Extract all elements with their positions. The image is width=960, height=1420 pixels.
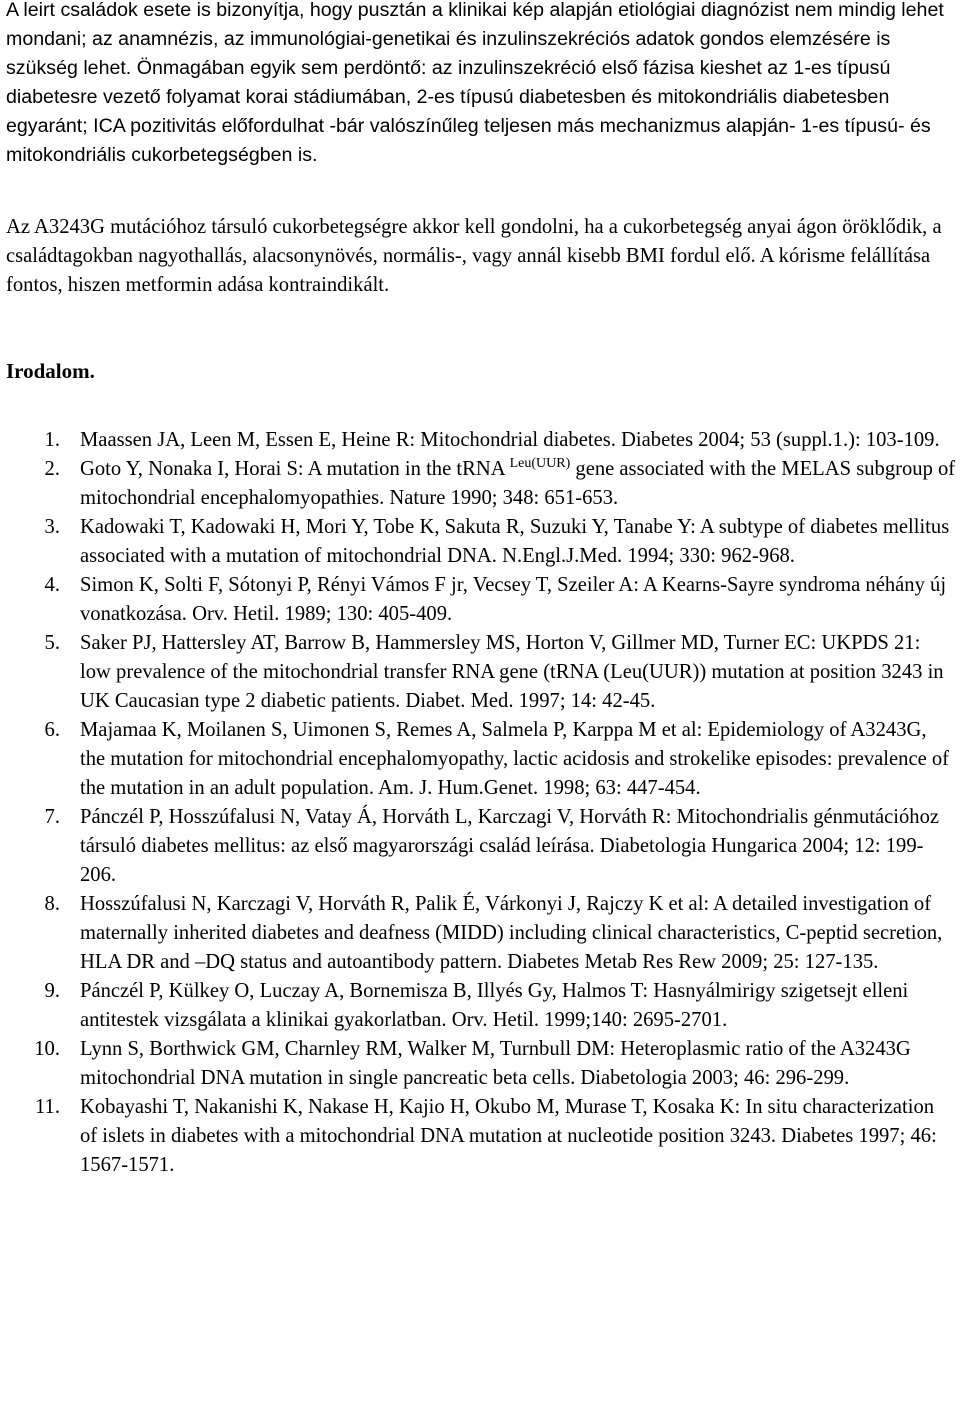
reference-number: 8. — [44, 893, 60, 915]
reference-text: Simon K, Solti F, Sótonyi P, Rényi Vámos F jr, Vecsey T, Szeiler A: A Kearns-Sayre syndroma néhány új vonatkozása. Orv. Hetil. 1989; 130: 405-409. — [80, 574, 947, 625]
reference-list — [0, 426, 960, 1180]
reference-item — [0, 803, 960, 890]
reference-item — [0, 426, 960, 455]
reference-item — [0, 629, 960, 716]
reference-number: 6. — [44, 719, 60, 741]
reference-text: Maassen JA, Leen M, Essen E, Heine R: Mitochondrial diabetes. Diabetes 2004; 53 (suppl.1.): 103-109. — [80, 429, 940, 451]
references-heading: Irodalom. — [6, 359, 95, 383]
reference-text: Pánczél P, Hosszúfalusi N, Vatay Á, Horváth L, Karczagi V, Horváth R: Mitochondrialis génmutációhoz társuló diabetes mellitus: az első magyarországi család leírása. Diabetologia Hungarica 2004; 12: 199-206. — [80, 806, 940, 886]
reference-superscript: Leu(UUR) — [509, 456, 571, 471]
reference-number: 3. — [44, 516, 60, 538]
reference-item — [0, 513, 960, 571]
reference-text: Majamaa K, Moilanen S, Uimonen S, Remes A, Salmela P, Karppa M et al: Epidemiology of A3243G, the mutation for mitochondrial encephalomyopathy, lactic acidosis and strokelike episodes: prevalence of the mutation in an adult population. Am. J. Hum.Genet. 1998; 63: 447-454. — [80, 719, 950, 799]
reference-item — [0, 1035, 960, 1093]
reference-item — [0, 890, 960, 977]
reference-number: 7. — [44, 806, 60, 828]
reference-number: 11. — [35, 1096, 60, 1118]
reference-text-end: gene associated with the MELAS subgroup of mitochondrial encephalomyopathies. Nature 1990; 348: 651-653. — [80, 458, 956, 509]
reference-item — [0, 1093, 960, 1180]
reference-text: Hosszúfalusi N, Karczagi V, Horváth R, Palik É, Várkonyi J, Rajczy K et al: A detailed investigation of maternally inherited diabetes and deafness (MIDD) including clinical characteristics, C-peptid secretion, HLA DR and –DQ status and autoantibody pattern. Diabetes Metab Res Rew 2009; 25: 127-135. — [80, 893, 943, 973]
reference-item — [0, 977, 960, 1035]
reference-number: 10. — [34, 1038, 60, 1060]
reference-text: Saker PJ, Hattersley AT, Barrow B, Hammersley MS, Horton V, Gillmer MD, Turner EC: UKPDS 21: low prevalence of the mitochondrial transfer RNA gene (tRNA (Leu(UUR)) mutation at position 3243 in UK Caucasian type 2 diabetic patients. Diabet. Med. 1997; 14: 42-45. — [80, 632, 944, 712]
reference-number: 9. — [44, 980, 60, 1002]
reference-text: Kobayashi T, Nakanishi K, Nakase H, Kajio H, Okubo M, Murase T, Kosaka K: In situ characterization of islets in diabetes with a mitochondrial DNA mutation at nucleotide position 3243. Diabetes 1997; 46: 1567-1571. — [80, 1096, 937, 1176]
reference-text: Lynn S, Borthwick GM, Charnley RM, Walker M, Turnbull DM: Heteroplasmic ratio of the A3243G mitochondrial DNA mutation in single pancreatic beta cells. Diabetologia 2003; 46: 296-299. — [80, 1038, 911, 1089]
reference-number: 1. — [44, 429, 60, 451]
a3243g-paragraph: Az A3243G mutációhoz társuló cukorbetegségre akkor kell gondolni, ha a cukorbetegség anyai ágon öröklődik, a családtagokban nagyothallás, alacsonynövés, normális-, vagy annál kisebb BMI fordul elő. A kórisme felállítása fontos, hiszen metformin adása kontraindikált. — [6, 216, 942, 296]
reference-item — [0, 571, 960, 629]
reference-number: 4. — [44, 574, 60, 596]
reference-text-start: Goto Y, Nonaka I, Horai S: A mutation in the tRNA — [80, 458, 510, 480]
reference-item — [0, 716, 960, 803]
reference-number: 2. — [44, 458, 60, 480]
reference-number: 5. — [44, 632, 60, 654]
reference-text: Pánczél P, Külkey O, Luczay A, Bornemisza B, Illyés Gy, Halmos T: Hasnyálmirigy szigetsejt elleni antitestek vizsgálata a klinikai gyakorlatban. Orv. Hetil. 1999;140: 2695-2701. — [80, 980, 909, 1031]
reference-item — [0, 455, 960, 513]
intro-paragraph: A leirt családok esete is bizonyítja, hogy pusztán a klinikai kép alapján etiológiai diagnózist nem mindig lehet mondani; az anamnézis, az immunológiai-genetikai és inzulinszekréciós adatok gondos elemzésére is szükség lehet. Önmagában egyik sem perdöntő: az inzulinszekréció első fázisa kieshet az 1-es típusú diabetesre vezető folyamat korai stádiumában, 2-es típusú diabetesben és mitokondriális diabetesben egyaránt; ICA pozitivitás előfordulhat -bár valószínűleg teljesen más mechanizmus alapján- 1-es típusú- és mitokondriális cukorbetegségben is. — [6, 0, 944, 166]
reference-text: Kadowaki T, Kadowaki H, Mori Y, Tobe K, Sakuta R, Suzuki Y, Tanabe Y: A subtype of diabetes mellitus associated with a mutation of mitochondrial DNA. N.Engl.J.Med. 1994; 330: 962-968. — [80, 516, 950, 567]
